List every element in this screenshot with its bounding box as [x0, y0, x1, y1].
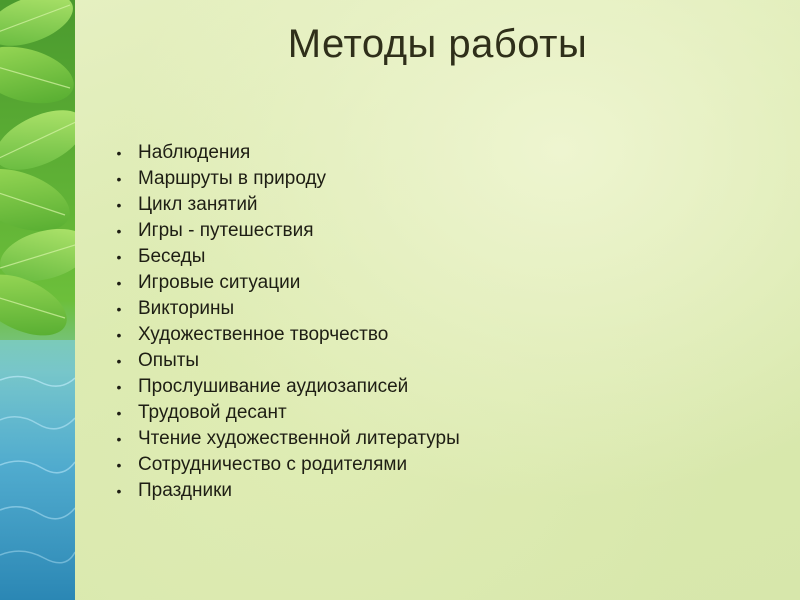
list-item — [112, 452, 460, 478]
bullet-icon: • — [116, 197, 122, 213]
list-item-label: Игровые ситуации — [138, 272, 301, 293]
methods-list — [112, 140, 460, 504]
bullet-icon: • — [116, 457, 122, 473]
list-item — [112, 218, 460, 244]
bullet-icon: • — [116, 483, 122, 499]
list-item — [112, 374, 460, 400]
list-item-label: Игры - путешествия — [138, 220, 314, 241]
list-item — [112, 244, 460, 270]
list-item — [112, 140, 460, 166]
list-item — [112, 270, 460, 296]
bullet-icon: • — [116, 223, 122, 239]
list-item-label: Наблюдения — [138, 142, 251, 163]
list-item-label: Цикл занятий — [138, 194, 258, 215]
bullet-icon: • — [116, 353, 122, 369]
list-item — [112, 348, 460, 374]
list-item — [112, 192, 460, 218]
leaves-water-decoration — [0, 0, 75, 600]
bullet-icon: • — [116, 171, 122, 187]
list-item-label: Чтение художественной литературы — [138, 428, 460, 449]
bullet-icon: • — [116, 431, 122, 447]
list-item-label: Художественное творчество — [138, 324, 389, 345]
list-item — [112, 166, 460, 192]
list-item-label: Прослушивание аудиозаписей — [138, 376, 409, 397]
list-item — [112, 478, 460, 504]
list-item-label: Сотрудничество с родителями — [138, 454, 408, 475]
list-item-label: Трудовой десант — [138, 402, 287, 423]
list-item — [112, 322, 460, 348]
list-item-label: Викторины — [138, 298, 235, 319]
list-item — [112, 296, 460, 322]
bullet-icon: • — [116, 275, 122, 291]
bullet-icon: • — [116, 145, 122, 161]
bullet-icon: • — [116, 327, 122, 343]
list-item-label: Опыты — [138, 350, 200, 371]
list-item — [112, 426, 460, 452]
bullet-icon: • — [116, 379, 122, 395]
list-item — [112, 400, 460, 426]
bullet-icon: • — [116, 301, 122, 317]
bullet-icon: • — [116, 249, 122, 265]
list-item-label: Маршруты в природу — [138, 168, 327, 189]
slide-title: Методы работы — [287, 22, 588, 66]
list-item-label: Беседы — [138, 246, 206, 267]
list-item-label: Праздники — [138, 480, 232, 501]
bullet-icon: • — [116, 405, 122, 421]
